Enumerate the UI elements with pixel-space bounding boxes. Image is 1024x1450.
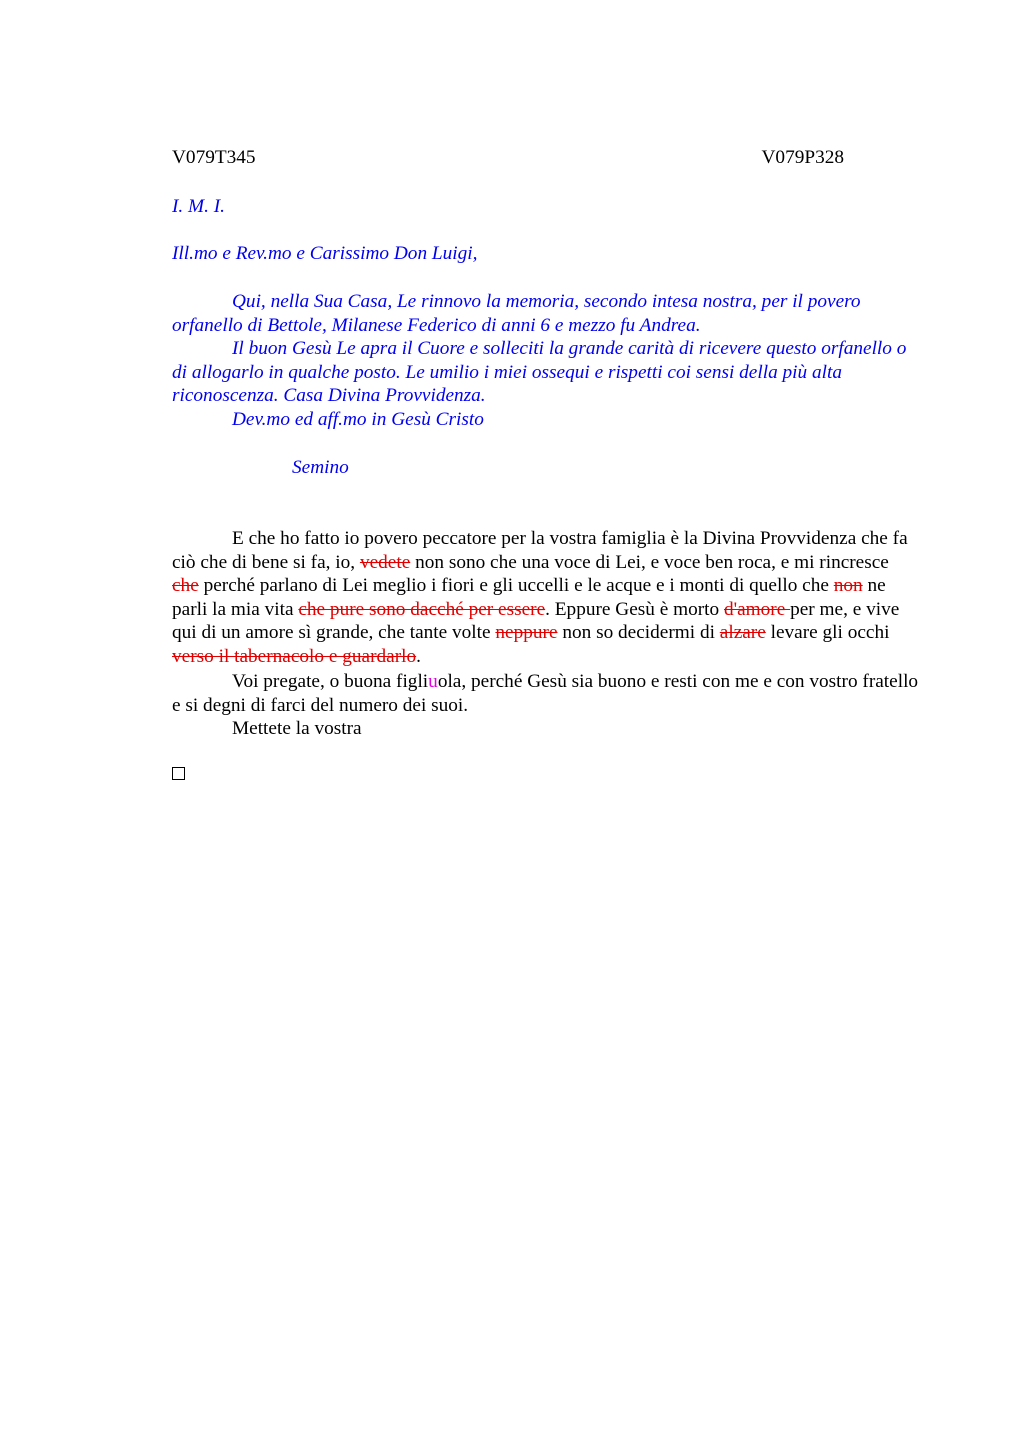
letter-salutation: Ill.mo e Rev.mo e Carissimo Don Luigi, — [172, 243, 478, 264]
text-run: E che ho fatto io povero peccatore per la vostra famiglia è la Divina Provvidenza che fa ciò che di bene si fa, io, — [172, 528, 908, 573]
letter-closing: Dev.mo ed aff.mo in Gesù Cristo — [232, 409, 484, 430]
header-right-code: V079P328 — [761, 147, 844, 168]
letter-signature: Semino — [292, 457, 349, 478]
page-header — [172, 147, 844, 169]
letter-paragraph-1: Qui, nella Sua Casa, Le rinnovo la memoria, secondo intesa nostra, per il povero orfanello di Bettole, Milanese Federico di anni 6 e mezzo fu Andrea. — [172, 291, 861, 336]
letter-imi: I. M. I. — [172, 196, 226, 217]
reply-paragraph-3: Mettete la vostra — [232, 718, 362, 739]
text-run: perché parlano di Lei meglio i fiori e gli uccelli e le acque e i monti di quello che — [198, 575, 834, 597]
deleted-text: verso il tabernacolo e guardarlo — [172, 645, 417, 667]
text-run: Voi pregate, o buona figli — [232, 671, 429, 692]
text-run: levare gli occhi — [765, 622, 890, 644]
reply-paragraph-1 — [172, 527, 920, 669]
empty-square-icon — [172, 767, 185, 780]
inserted-text: u — [428, 671, 438, 692]
text-run: ne parli la mia vita — [172, 575, 886, 620]
text-run: non so decidermi di — [557, 622, 720, 644]
deleted-text: vedete — [359, 551, 411, 573]
reply-paragraph-2 — [172, 670, 920, 717]
letter-paragraph-2: Il buon Gesù Le apra il Cuore e solleciti la grande carità di ricevere questo orfanello o di allogarlo in qualche posto. Le umilio i miei ossequi e rispetti coi sensi della più alta riconoscenza. Casa Divina Provvidenza. — [172, 338, 907, 407]
deleted-text: neppure — [495, 622, 558, 644]
text-run: . Eppure Gesù è morto — [545, 598, 724, 620]
text-run: ola, perché Gesù sia buono e resti con me e con vostro fratello e si degni di farci del numero dei suoi. — [172, 671, 919, 716]
text-run: per me, e vive qui di un amore sì grande, che tante volte — [172, 598, 900, 644]
deleted-text: che — [172, 575, 199, 597]
header-left-code: V079T345 — [172, 147, 256, 168]
deleted-text: non — [833, 575, 863, 597]
deleted-text: d'amore — [723, 598, 791, 620]
deleted-text: che pure sono dacché per essere — [298, 598, 546, 620]
text-run: non sono che una voce di Lei, e voce ben roca, e mi rincresce — [410, 551, 889, 573]
deleted-text: alzare — [719, 622, 766, 644]
text-run: . — [416, 645, 421, 667]
